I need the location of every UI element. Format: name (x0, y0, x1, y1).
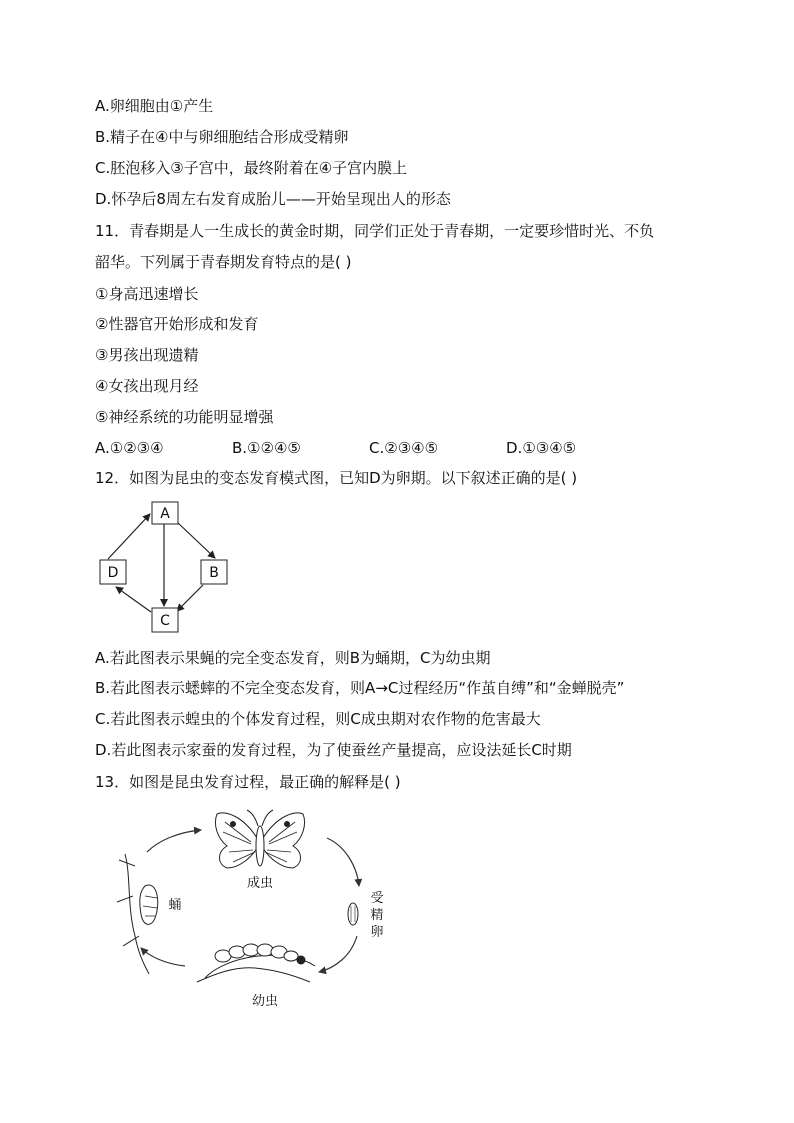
svg-text:A: A (160, 506, 170, 522)
q11-item-5: ⑤神经系统的功能明显增强 (95, 408, 274, 426)
q11-item-3: ③男孩出现遗精 (95, 346, 199, 364)
arrow-pupa-to-adult (147, 830, 201, 852)
q10-option-a: A.卵细胞由①产生 (95, 97, 214, 115)
q11-options (95, 438, 576, 458)
arrow-adult-to-egg (327, 838, 359, 886)
q10-option-c: C.胚泡移入③子宫中，最终附着在④子宫内膜上 (95, 159, 408, 177)
q10-option-d: D.怀孕后8周左右发育成胎儿——开始呈现出人的形态 (95, 190, 451, 208)
q12-option-a: A.若此图表示果蝇的完全变态发育，则B为蛹期，C为幼虫期 (95, 649, 491, 667)
q12-option-d: D.若此图表示家蚕的发育过程，为了使蚕丝产量提高，应设法延长C时期 (95, 741, 572, 759)
q12-option-b: B.若此图表示蟋蟀的不完全变态发育，则A→C过程经历“作茧自缚”和“金蝉脱壳” (95, 679, 625, 697)
egg-icon (348, 903, 358, 925)
q11-item-1: ①身高迅速增长 (95, 285, 199, 303)
arrow-b-to-c (177, 585, 203, 611)
metamorphosis-cycle-diagram (95, 496, 245, 638)
q10-option-b: B.精子在④中与卵细胞结合形成受精卵 (95, 128, 349, 146)
label-larva: 幼虫 (251, 994, 279, 1009)
label-egg (370, 891, 383, 940)
arrow-egg-to-larva (319, 936, 357, 972)
arrow-c-to-d (116, 587, 151, 612)
label-adult: 成虫 (246, 876, 274, 891)
q11-option-d: D.①③④⑤ (506, 439, 577, 457)
q11-option-a: A.①②③④ (95, 439, 164, 457)
node-b (201, 560, 227, 584)
node-c (152, 608, 178, 632)
arrow-larva-to-pupa (141, 948, 185, 966)
node-a (152, 502, 178, 524)
q11-option-b: B.①②④⑤ (232, 439, 301, 457)
q12-stem: 12．如图为昆虫的变态发育模式图，已知D为卵期。以下叙述正确的是( ) (95, 469, 578, 487)
q11-stem-line2: 韶华。下列属于青春期发育特点的是( ) (95, 253, 352, 271)
q12-option-c: C.若此图表示蝗虫的个体发育过程，则C成虫期对农作物的危害最大 (95, 710, 541, 728)
q11-item-4: ④女孩出现月经 (95, 377, 199, 395)
svg-text:D: D (107, 565, 119, 581)
insect-life-cycle-diagram (105, 806, 405, 1011)
label-pupa: 蛹 (168, 898, 182, 913)
q11-stem-line1: 11．青春期是人一生成长的黄金时期，同学们正处于青春期，一定要珍惜时光、不负 (95, 222, 655, 240)
larva-icon (197, 944, 315, 982)
q13-stem: 13．如图是昆虫发育过程，最正确的解释是( ) (95, 773, 401, 791)
svg-text:C: C (160, 613, 170, 629)
arrow-d-to-a (108, 514, 150, 559)
svg-text:受精卵: 受精卵 (370, 891, 384, 940)
butterfly-icon (215, 810, 304, 868)
arrow-a-to-b (177, 522, 215, 558)
svg-text:B: B (209, 565, 219, 581)
node-d (100, 560, 126, 584)
q11-item-2: ②性器官开始形成和发育 (95, 315, 259, 333)
q11-option-c: C.②③④⑤ (369, 439, 439, 457)
